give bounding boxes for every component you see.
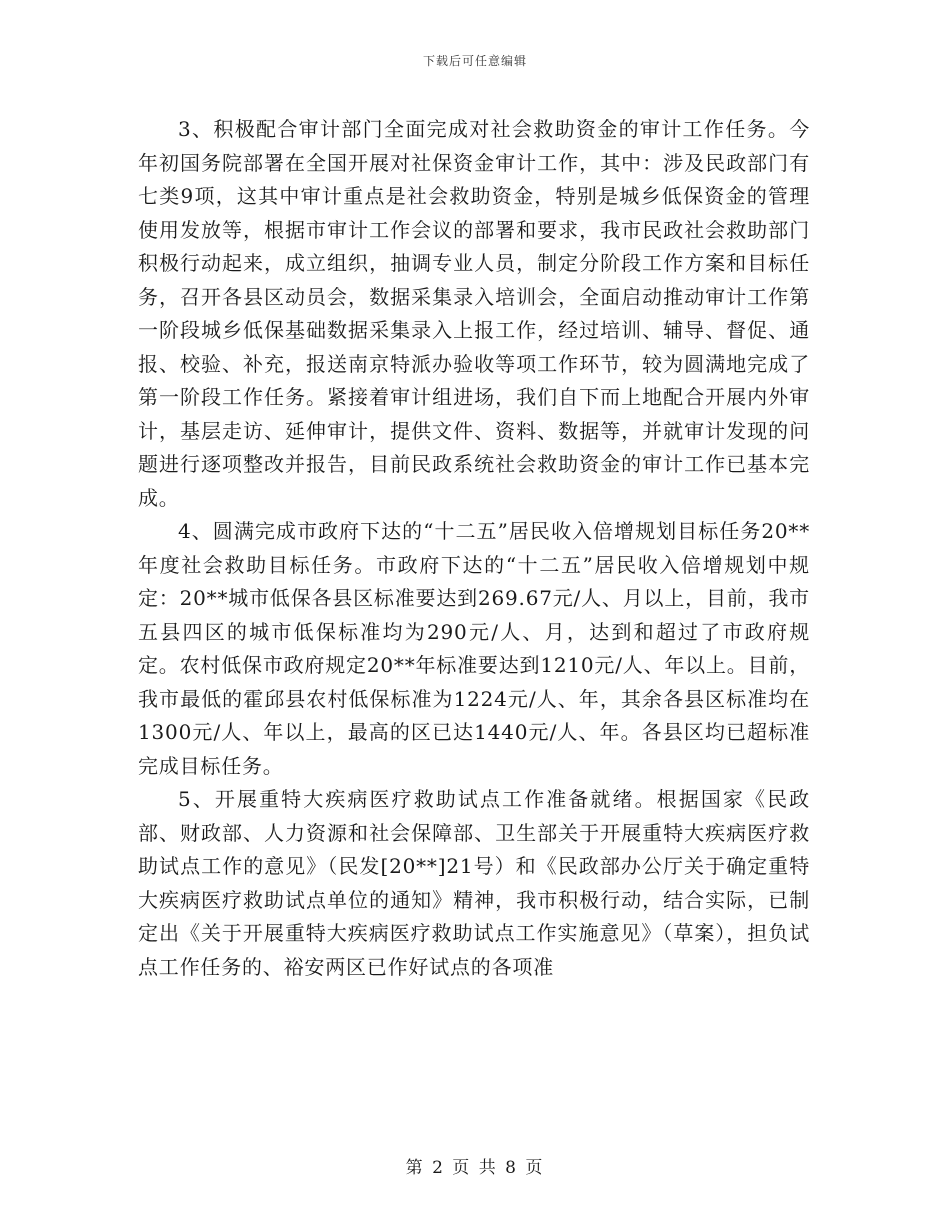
paragraph-medical-aid: 5、开展重特大疾病医疗救助试点工作准备就绪。根据国家《民政部、财政部、人力资源和社会保障部、卫生部关于开展重特大疾病医疗救助试点工作的意见》（民发[20**]21号）和《民政部办公厅关于确定重特大疾病医疗救助试点单位的通知》精神，我市积极行动，结合实际，已制定出《关于开展重特大疾病医疗救助试点工作实施意见》（草案），担负试点工作任务的、裕安两区已作好试点的各项准	[138, 787, 810, 979]
header-note: 下载后可任意编辑	[422, 54, 527, 68]
page-footer: 第 2 页 共 8 页	[405, 1158, 545, 1178]
paragraph-audit: 3、积极配合审计部门全面完成对社会救助资金的审计工作任务。今年初国务院部署在全国开展对社保资金审计工作，其中：涉及民政部门有七类9项，这其中审计重点是社会救助资金，特别是城乡低保资金的管理使用发放等，根据市审计工作会议的部署和要求，我市民政社会救助部门积极行动起来，成立组织，抽调专业人员，制定分阶段工作方案和目标任务，召开各县区动员会，数据采集录入培训会，全面启动推动审计工作第一阶段城乡低保基础数据采集录入上报工作，经过培训、辅导、督促、通报、校验、补充，报送南京特派办验收等项工作环节，较为圆满地完成了第一阶段工作任务。紧接着审计组进场，我们自下而上地配合开展内外审计，基层走访、延伸审计，提供文件、资料、数据等，并就审计发现的问题进行逐项整改并报告，目前民政系统社会救助资金的审计工作已基本完成。	[138, 117, 810, 510]
body-text	[138, 113, 810, 984]
paragraph-income-target: 4、圆满完成市政府下达的“十二五”居民收入倍增规划目标任务20**年度社会救助目标任务。市政府下达的“十二五”居民收入倍增规划中规定：20**城市低保各县区标准要达到269.67元/人、月以上，目前，我市五县四区的城市低保标准均为290元/人、月，达到和超过了市政府规定。农村低保市政府规定20**年标准要达到1210元/人、年以上。目前，我市最低的霍邱县农村低保标准为1224元/人、年，其余各县区标准均在1300元/人、年以上，最高的区已达1440元/人、年。各县区均已超标准完成目标任务。	[138, 519, 810, 778]
